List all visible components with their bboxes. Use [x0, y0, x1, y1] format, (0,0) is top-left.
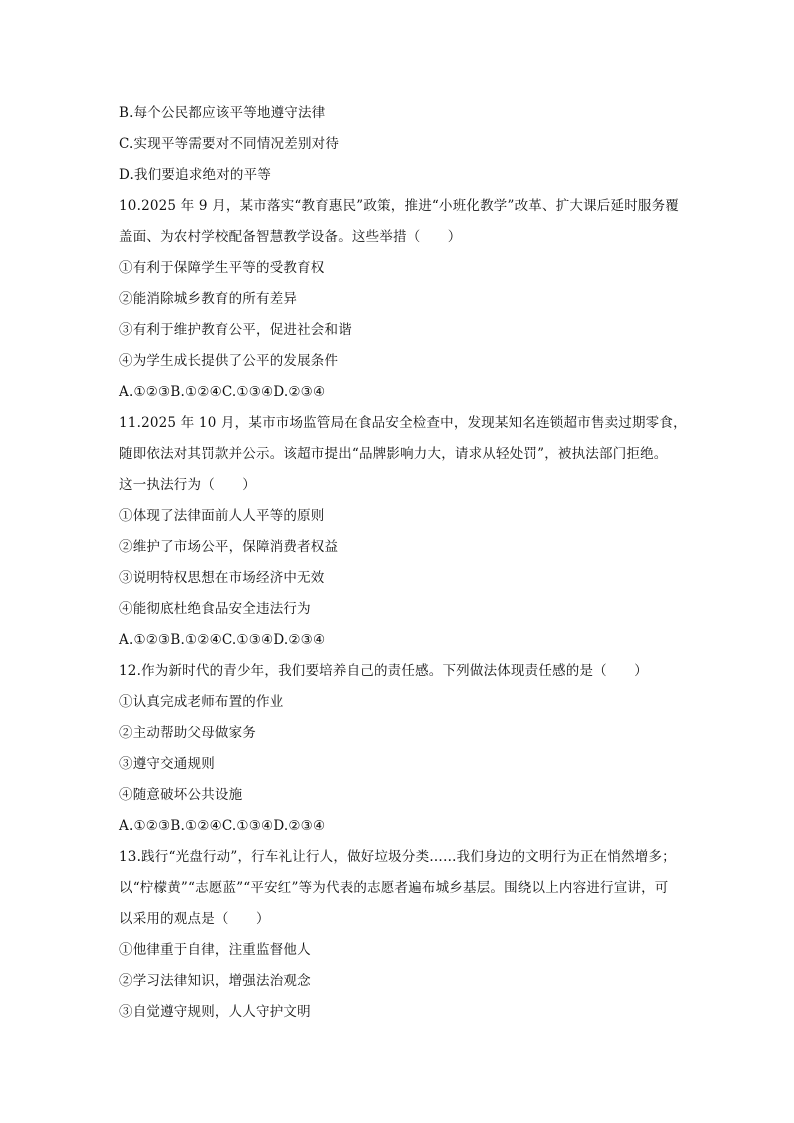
- answer-choices-line: A.①②③B.①②④C.①③④D.②③④: [119, 632, 326, 648]
- question-12: [119, 656, 689, 687]
- question-stem-line: 以采用的观点是（ ）: [119, 911, 270, 927]
- option-line: ①有利于保障学生平等的受教育权: [119, 260, 325, 276]
- question-stem-line: 11.2025 年 10 月，某市市场监管局在食品安全检查中，发现某知名连锁超市售卖过期零食，: [119, 415, 687, 431]
- question-stem-line: 随即依法对其罚款并公示。该超市提出“品牌影响力大，请求从轻处罚”，被执法部门拒绝。: [119, 446, 668, 462]
- question-10: [119, 191, 689, 253]
- question-stem-line: 盖面、为农村学校配备智慧教学设备。这些举措（ ）: [119, 229, 462, 245]
- option-line: ①认真完成老师布置的作业: [119, 694, 284, 710]
- option-line: D.我们要追求绝对的平等: [119, 167, 272, 183]
- option-line: ①他律重于自律，注重监督他人: [119, 942, 311, 958]
- question-stem-line: 13.践行“光盘行动”，行车礼让行人，做好垃圾分类……我们身边的文明行为正在悄然增多；: [119, 849, 676, 865]
- question-stem-line: 10.2025 年 9 月，某市落实“教育惠民”政策，推进“小班化教学”改革、扩大课后延时服务覆: [119, 198, 679, 214]
- option-line: ③自觉遵守规则，人人守护文明: [119, 1004, 311, 1020]
- option-line: ④为学生成长提供了公平的发展条件: [119, 353, 339, 369]
- option-line: ③有利于维护教育公平，促进社会和谐: [119, 322, 352, 338]
- option-line: ①体现了法律面前人人平等的原则: [119, 508, 325, 524]
- document-page: [119, 98, 689, 1028]
- question-stem-line: 12.作为新时代的青少年，我们要培养自己的责任感。下列做法体现责任感的是（ ）: [119, 663, 648, 679]
- option-line: ②能消除城乡教育的所有差异: [119, 291, 298, 307]
- question-13: [119, 842, 689, 935]
- option-line: ④能彻底杜绝食品安全违法行为: [119, 601, 311, 617]
- option-line: ③说明特权思想在市场经济中无效: [119, 570, 325, 586]
- option-line: ④随意破坏公共设施: [119, 787, 243, 803]
- option-line: ③遵守交通规则: [119, 756, 215, 772]
- option-line: ②维护了市场公平，保障消费者权益: [119, 539, 339, 555]
- question-11: [119, 408, 689, 501]
- option-line: C.实现平等需要对不同情况差别对待: [119, 136, 340, 152]
- answer-choices-line: A.①②③B.①②④C.①③④D.②③④: [119, 384, 326, 400]
- answer-choices-line: A.①②③B.①②④C.①③④D.②③④: [119, 818, 326, 834]
- option-line: ②学习法律知识，增强法治观念: [119, 973, 311, 989]
- option-line: B.每个公民都应该平等地遵守法律: [119, 105, 326, 121]
- option-line: ②主动帮助父母做家务: [119, 725, 256, 741]
- question-stem-line: 以“柠檬黄”“志愿蓝”“平安红”等为代表的志愿者遍布城乡基层。围绕以上内容进行宣讲，可: [119, 880, 669, 896]
- question-stem-line: 这一执法行为（ ）: [119, 477, 256, 493]
